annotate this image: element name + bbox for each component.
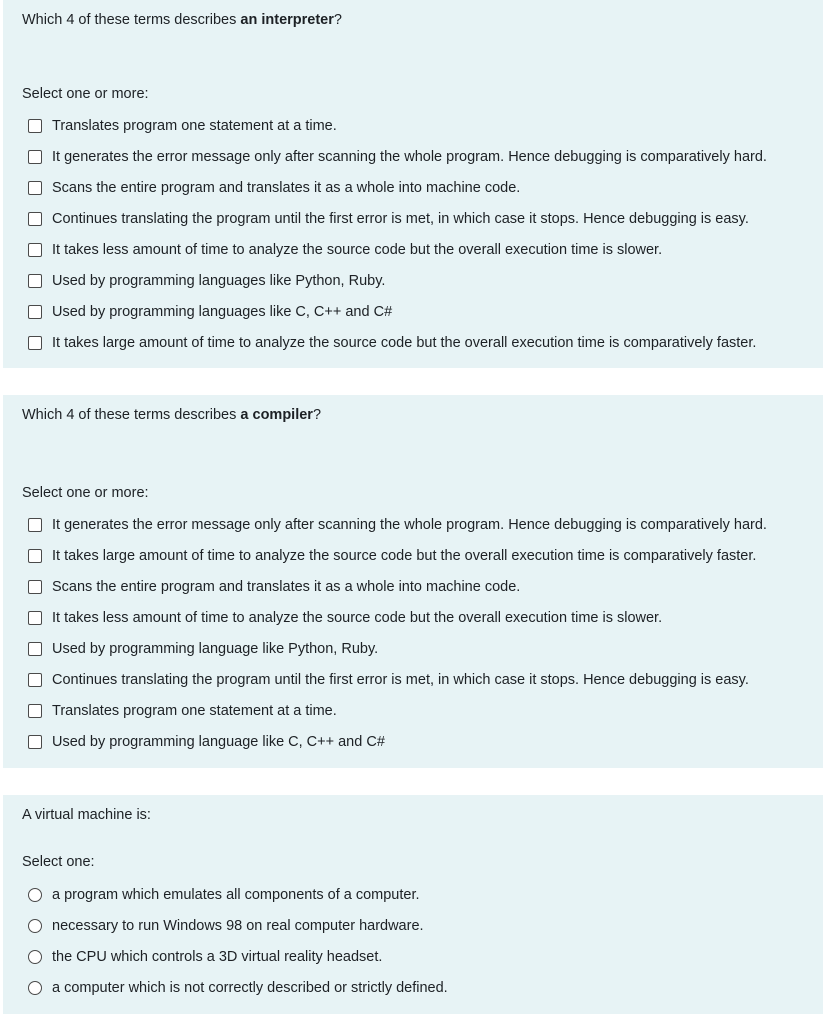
answer-prompt: Select one: bbox=[22, 854, 95, 870]
answer-label: Used by programming languages like Python, Ruby. bbox=[52, 272, 386, 289]
answer-option[interactable] bbox=[28, 234, 767, 265]
answer-label: It generates the error message only after scanning the whole program. Hence debugging is comparatively hard. bbox=[52, 516, 767, 533]
checkbox[interactable] bbox=[28, 119, 42, 133]
answer-label: Continues translating the program until the first error is met, in which case it stops. Hence debugging is easy. bbox=[52, 671, 749, 688]
radio-button[interactable] bbox=[28, 919, 42, 933]
answer-label: It takes less amount of time to analyze the source code but the overall execution time is slower. bbox=[52, 609, 663, 626]
radio-button[interactable] bbox=[28, 888, 42, 902]
answer-label: Translates program one statement at a time. bbox=[52, 702, 337, 719]
answer-option[interactable] bbox=[28, 203, 767, 234]
checkbox[interactable] bbox=[28, 704, 42, 718]
checkbox[interactable] bbox=[28, 243, 42, 257]
answer-label: It takes less amount of time to analyze the source code but the overall execution time is slower. bbox=[52, 241, 663, 258]
answer-option[interactable] bbox=[28, 664, 767, 695]
answer-option[interactable] bbox=[28, 726, 767, 757]
answer-option[interactable] bbox=[28, 296, 767, 327]
checkbox[interactable] bbox=[28, 212, 42, 226]
answer-option[interactable] bbox=[28, 265, 767, 296]
answer-option[interactable] bbox=[28, 571, 767, 602]
question-text: Which 4 of these terms describes an interpreter? bbox=[22, 12, 342, 28]
answer-option[interactable] bbox=[28, 141, 767, 172]
answer-option[interactable] bbox=[28, 695, 767, 726]
question-interpreter bbox=[3, 0, 823, 368]
checkbox[interactable] bbox=[28, 580, 42, 594]
checkbox[interactable] bbox=[28, 274, 42, 288]
answer-label: necessary to run Windows 98 on real computer hardware. bbox=[52, 917, 424, 934]
answer-option[interactable] bbox=[28, 941, 448, 972]
answer-prompt: Select one or more: bbox=[22, 485, 149, 501]
checkbox[interactable] bbox=[28, 611, 42, 625]
answer-option[interactable] bbox=[28, 110, 767, 141]
answer-option[interactable] bbox=[28, 972, 448, 1003]
radio-button[interactable] bbox=[28, 981, 42, 995]
checkbox[interactable] bbox=[28, 673, 42, 687]
question-keyword: an interpreter bbox=[240, 12, 334, 28]
answer-option[interactable] bbox=[28, 509, 767, 540]
checkbox[interactable] bbox=[28, 305, 42, 319]
answer-list bbox=[28, 509, 767, 757]
answer-label: Used by programming languages like C, C++ and C# bbox=[52, 303, 393, 320]
answer-list bbox=[28, 879, 448, 1003]
answer-list bbox=[28, 110, 767, 358]
answer-option[interactable] bbox=[28, 327, 767, 358]
answer-label: Used by programming language like C, C++ and C# bbox=[52, 733, 385, 750]
question-compiler bbox=[3, 395, 823, 768]
checkbox[interactable] bbox=[28, 735, 42, 749]
question-virtual-machine bbox=[3, 795, 823, 1014]
checkbox[interactable] bbox=[28, 518, 42, 532]
answer-label: It takes large amount of time to analyze the source code but the overall execution time is comparatively faster. bbox=[52, 547, 757, 564]
answer-prompt: Select one or more: bbox=[22, 86, 149, 102]
answer-option[interactable] bbox=[28, 633, 767, 664]
question-text: A virtual machine is: bbox=[22, 807, 151, 823]
answer-label: Scans the entire program and translates it as a whole into machine code. bbox=[52, 179, 521, 196]
answer-option[interactable] bbox=[28, 910, 448, 941]
answer-label: Translates program one statement at a time. bbox=[52, 117, 337, 134]
radio-button[interactable] bbox=[28, 950, 42, 964]
answer-label: It takes large amount of time to analyze the source code but the overall execution time is comparatively faster. bbox=[52, 334, 757, 351]
answer-option[interactable] bbox=[28, 172, 767, 203]
checkbox[interactable] bbox=[28, 642, 42, 656]
answer-label: a program which emulates all components of a computer. bbox=[52, 886, 420, 903]
answer-option[interactable] bbox=[28, 602, 767, 633]
answer-label: It generates the error message only after scanning the whole program. Hence debugging is comparatively hard. bbox=[52, 148, 767, 165]
answer-option[interactable] bbox=[28, 879, 448, 910]
answer-label: Continues translating the program until the first error is met, in which case it stops. Hence debugging is easy. bbox=[52, 210, 749, 227]
checkbox[interactable] bbox=[28, 336, 42, 350]
question-keyword: a compiler bbox=[240, 407, 313, 423]
checkbox[interactable] bbox=[28, 150, 42, 164]
question-text: Which 4 of these terms describes a compiler? bbox=[22, 407, 322, 423]
answer-label: a computer which is not correctly described or strictly defined. bbox=[52, 979, 448, 996]
answer-label: Scans the entire program and translates it as a whole into machine code. bbox=[52, 578, 521, 595]
checkbox[interactable] bbox=[28, 549, 42, 563]
answer-label: the CPU which controls a 3D virtual reality headset. bbox=[52, 948, 383, 965]
answer-label: Used by programming language like Python, Ruby. bbox=[52, 640, 379, 657]
checkbox[interactable] bbox=[28, 181, 42, 195]
answer-option[interactable] bbox=[28, 540, 767, 571]
